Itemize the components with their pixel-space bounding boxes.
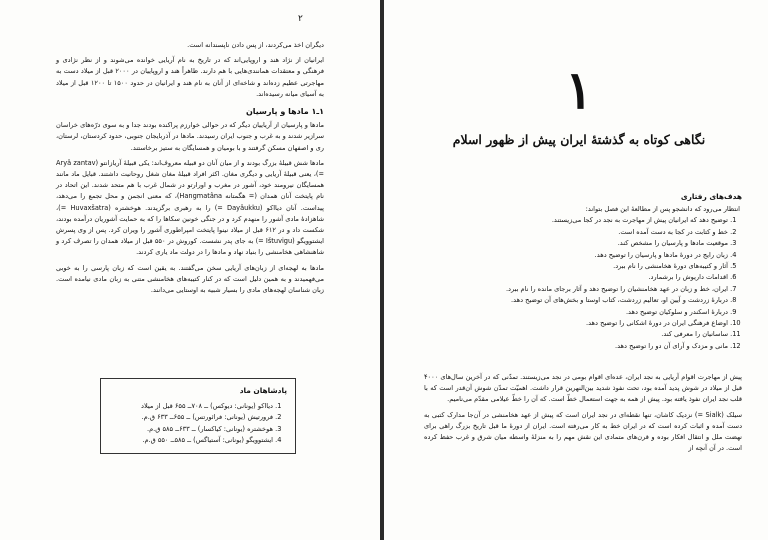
list-item: 3. هوخشتره (یونانی: کیاکسار) ــ ۶۳۳ــ ۵۸۵ ق.م. <box>109 424 273 436</box>
section-heading: ۱ـ۱ مادها و پارسیان <box>245 107 324 117</box>
objectives-list <box>424 215 740 352</box>
list-item: 8. دربارهٔ زردشت و آیین او، تعالیم زردشت، کتاب اوستا و بخش‌های آن توضیح دهد. <box>424 295 728 306</box>
paragraph: ایرانیان از نژاد هند و اروپایی‌اند که در تاریخ به نام آریایی خوانده می‌شوند و از نظر نژادی و فرهنگی و معتقدات همانندی‌هایی با هم دارند. ظاهراً هند و اروپاییان در ۲۰۰۰ قبل از میلاد دست به مهاجرتی عظیم زده‌اند و شاخه‌ای از آنان به نام هند و ایرانیان در حدود ۱۵۰۰ تا ۱۲۰۰ قبل از میلاد به آسیای میانه رسیده‌اند. <box>56 56 324 98</box>
list-item: 5. آثار و کتیبه‌های دورهٔ هخامنشی را نام ببرد. <box>424 261 728 272</box>
paragraph: سیلک (Sialk =) نزدیک کاشان، تنها نقطه‌ای در نجد ایران است که پیش از عهد هخامنشی در آن‌جا مدارک کتبی به دست آمده و اثبات کرده است که در ایران خط به کار می‌رفته است. ایران از دورهٔ ما قبل تاریخ بزرگ راهی برای نهضت ملل و انتقال افکار بوده و قرن‌های متمادی این نقش مهم را به منزلهٔ واسطه میان شرق و غرب حفظ کرده است. در آن آنچه از <box>424 410 742 453</box>
box-title: پادشاهان ماد <box>239 386 287 395</box>
left-page <box>0 0 380 540</box>
list-item: 12. مانی و مزدک و آرای آن دو را توضیح دهد. <box>424 341 728 352</box>
paragraph: دیگران اخذ می‌کردند، از پس دادن ناپسندانه است. <box>187 41 324 49</box>
list-item: 11. ساسانیان را معرفی کند. <box>424 329 728 340</box>
list-item: 1. توضیح دهد که ایرانیان پیش از مهاجرت به نجد در کجا می‌زیستند. <box>424 215 728 226</box>
objectives-title: هدف‌های رفتاری <box>680 192 742 201</box>
kings-box <box>100 378 296 454</box>
left-page-body <box>56 40 324 300</box>
list-item: 2. فرورتیش (یونانی: فرائورتس) ــ ۶۵۵ــ ۶۳۳ ق.م. <box>109 412 273 424</box>
objectives <box>424 204 740 352</box>
objectives-intro: انتظار می‌رود که دانشجو پس از مطالعهٔ این فصل بتواند: <box>585 205 740 213</box>
right-page <box>384 0 768 540</box>
list-item: 7. ایران، خط و زبان در عهد هخامنشیان را توضیح دهد و آثار برجای مانده را نام ببرد. <box>424 284 728 295</box>
list-item: 3. موقعیت مادها و پارسیان را مشخص کند. <box>424 238 728 249</box>
kings-list <box>109 401 287 447</box>
list-item: 4. ایشتوویگو (یونانی: آستیاگس) ــ ۵۸۵ــ ۵۵۰ ق.م. <box>109 435 273 447</box>
list-item: 1. دیااکو (یونانی: دیوکس) ــ ۷۰۸ــ ۶۵۵ قبل از میلاد <box>109 401 273 413</box>
list-item: 4. زبان رایج در دورهٔ مادها و پارسیان را توضیح دهد. <box>424 250 728 261</box>
paragraph: مادها شش قبیلهٔ بزرگ بودند و از میان آنان دو قبیله معروف‌اند: یکی قبیلهٔ آریازانتو (Aryâ zantav =)، یعنی قبیلهٔ آریایی و دیگری مغان. اکثر افراد قبیلهٔ مغان شغل روحانیت داشتند. قبایل ماد مانند همسایگان نیرومند خود، آشور در مغرب و اورارتو در شمال غرب با هم متحد شدند. این اتحاد در نام پایتخت آنان همدان (= هگمتانه Hangmatâna)، که معنی انجمن و محل تجمع را می‌دهد، پیداست. آنان دیااکو (Dayâukku =) را به رهبری برگزیدند. هوخشتره (Huvaxšatra =)، شاهزادهٔ مادی آشور را منهدم کرد و در جنگی خونین سکاها را که به حمایت آشوریان درآمده بودند، شکست داد و در ۶۱۲ قبل از میلاد نینوا پایتخت امپراطوری آشور را ویران کرد. پس از وی پسرش ایشتوویگو (Ištuvigu =) به جای پدر نشست. کوروش در ۵۵۰ قبل از میلاد همدان را تصرف کرد و شاهنشاهی هخامنشی را بنیاد نهاد و مادها را در دولت ماد یاری کردند. <box>56 158 325 257</box>
list-item: 10. اوضاع فرهنگی ایران در دورهٔ اشکانی را توضیح دهد. <box>424 318 728 329</box>
list-item: 6. اقدامات داریوش را برشمارد. <box>424 272 728 283</box>
paragraph: پیش از مهاجرت اقوام آریایی به نجد ایران، عده‌ای اقوام بومی در نجد می‌زیستند. تمدّنی که در آخرین سال‌های ۴۰۰۰ قبل از میلاد در شوش پدید آمده بود، تحت نفوذ شدید بین‌النهرین قرار داشت. اهمیّت تمدّن شوش آن‌قدر است که با قلب نجد ایران نفوذ یافته بود. پیش از همه به جهت استعمال خطّ است. که آن را خطّ عیلامی مقدّم می‌نامیم. <box>424 373 742 404</box>
right-page-body <box>424 372 742 458</box>
list-item: 9. دربارهٔ اسکندر و سلوکیان توضیح دهد. <box>424 307 728 318</box>
chapter-title: نگاهی کوتاه به گذشتهٔ ایران پیش از ظهور اسلام <box>452 132 706 147</box>
page-number: ۲ <box>298 14 303 24</box>
paragraph: مادها به لهجه‌ای از زبان‌های آریایی سخن می‌گفتند. به یقین است که زبان پارسی را به خوبی می‌فهمیدند و به همین دلیل است که در کنار کتیبه‌های هخامنشی متنی به زبان مادی نیامده است. زبان شناسان لهجه‌های مادی را بسیار شبیه به اوستایی می‌دانند. <box>56 263 324 295</box>
paragraph: مادها و پارسیان از آریاییان دیگر که در حوالی خوارزم پراکنده بودند جدا و به سوی درّه‌های خراسان سرازیر شدند و به غرب و جنوب ایران رسیدند. مادها در آذربایجان جنوبی، حدود کردستان، لرستان، ری و اصفهان مسکن گرفتند و با بومیان و همسایگان به ستیز برخاستند. <box>56 121 324 152</box>
list-item: 2. خط و کتابت در کجا به دست آمده است. <box>424 227 728 238</box>
chapter-number: ۱ <box>565 60 593 121</box>
